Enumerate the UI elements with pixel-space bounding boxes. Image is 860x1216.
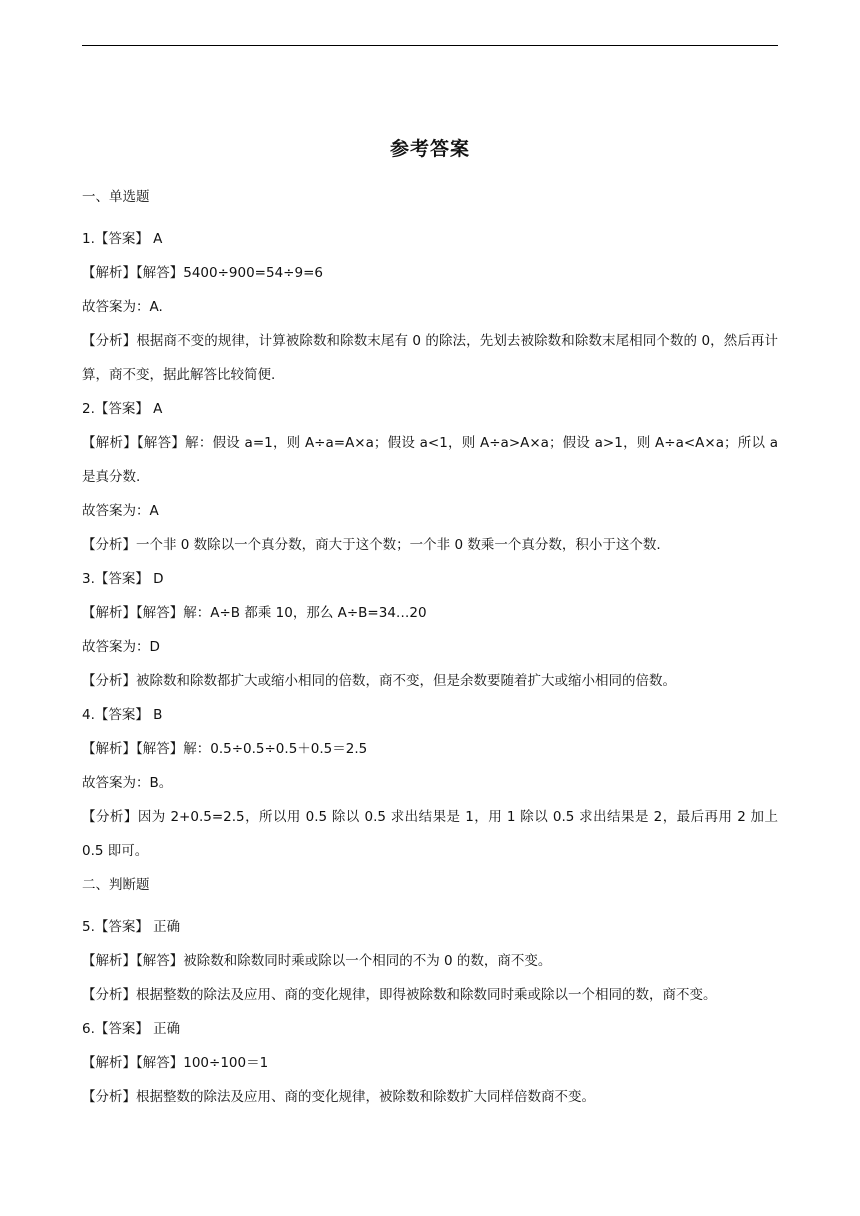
answer-line: 4.【答案】 B	[82, 707, 163, 723]
jiexi-line: 【解析】【解答】解：0.5÷0.5÷0.5＋0.5＝2.5	[82, 741, 368, 757]
answer-line: 6.【答案】 正确	[82, 1021, 181, 1037]
conclusion-line: 故答案为：D	[82, 639, 160, 655]
page-title: 参考答案	[389, 138, 470, 160]
section-heading-single-choice: 一、单选题	[82, 189, 150, 205]
fenxi-line: 【分析】根据商不变的规律，计算被除数和除数末尾有 0 的除法，先划去被除数和除数末尾相同个数的 0，然后再计算，商不变，据此解答比较简便.	[82, 333, 778, 383]
answer-line: 3.【答案】 D	[82, 571, 164, 587]
conclusion-line: 故答案为：A	[82, 503, 159, 519]
fenxi-line: 【分析】一个非 0 数除以一个真分数，商大于这个数；一个非 0 数乘一个真分数，积小于这个数.	[82, 537, 661, 553]
answer-line: 1.【答案】 A	[82, 231, 163, 247]
header-rule	[82, 45, 778, 46]
jiexi-line: 【解析】【解答】解：A÷B 都乘 10，那么 A÷B=34…20	[82, 605, 427, 621]
fenxi-line: 【分析】因为 2+0.5=2.5，所以用 0.5 除以 0.5 求出结果是 1，用 1 除以 0.5 求出结果是 2，最后再用 2 加上 0.5 即可。	[82, 809, 778, 859]
fenxi-line: 【分析】被除数和除数都扩大或缩小相同的倍数，商不变，但是余数要随着扩大或缩小相同的倍数。	[82, 673, 676, 689]
answer-line: 2.【答案】 A	[82, 401, 163, 417]
answer-content	[82, 180, 778, 1114]
conclusion-line: 故答案为：A.	[82, 299, 163, 315]
jiexi-line: 【解析】【解答】解：假设 a=1，则 A÷a=A×a；假设 a<1，则 A÷a>A×a；假设 a>1，则 A÷a<A×a；所以 a 是真分数.	[82, 435, 778, 485]
jiexi-line: 【解析】【解答】5400÷900=54÷9=6	[82, 265, 323, 281]
fenxi-line: 【分析】根据整数的除法及应用、商的变化规律，被除数和除数扩大同样倍数商不变。	[82, 1089, 595, 1105]
section-heading-true-false: 二、判断题	[82, 877, 150, 893]
answer-line: 5.【答案】 正确	[82, 919, 181, 935]
jiexi-line: 【解析】【解答】100÷100＝1	[82, 1055, 269, 1071]
fenxi-line: 【分析】根据整数的除法及应用、商的变化规律，即得被除数和除数同时乘或除以一个相同的数，商不变。	[82, 987, 717, 1003]
jiexi-line: 【解析】【解答】被除数和除数同时乘或除以一个相同的不为 0 的数，商不变。	[82, 953, 552, 969]
conclusion-line: 故答案为：B。	[82, 775, 173, 791]
